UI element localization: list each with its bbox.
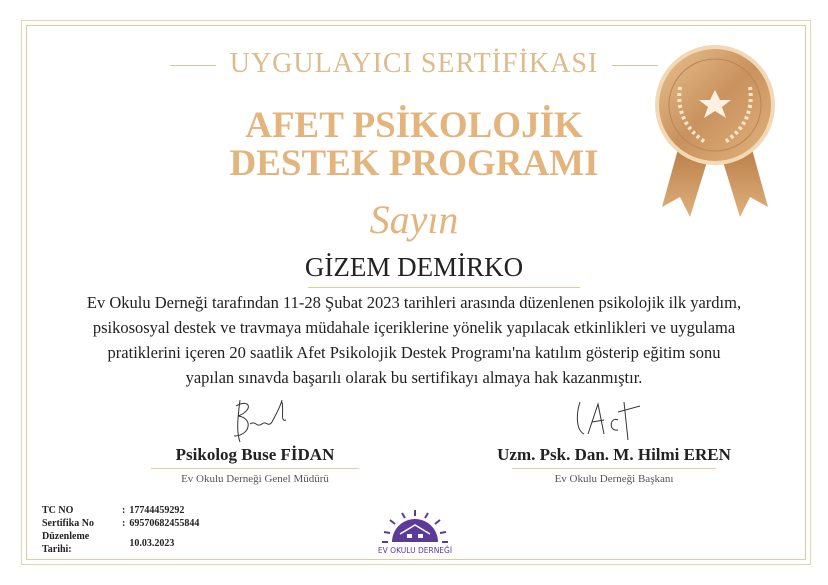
body-line: Ev Okulu Derneği tarafından 11-28 Şubat 2023 tarihleri arasında düzenlenen psikolojik ilk yardım, — [86, 293, 742, 312]
signatory-1 — [145, 445, 365, 485]
body-line: psikososyal destek ve travmaya müdahale içeriklerine yönelik yapılacak etkinlikleri ve uygulama — [92, 318, 736, 337]
name-underline — [308, 287, 580, 288]
subtitle-text: UYGULAYICI SERTİFİKASI — [229, 48, 599, 79]
signatory-2 — [494, 445, 734, 485]
certificate-info — [42, 504, 203, 556]
signatory-role: Ev Okulu Derneği Genel Müdürü — [181, 473, 329, 485]
signatory-name: Uzm. Psk. Dan. M. Hilmi EREN — [497, 445, 731, 464]
info-label: Sertifika No — [42, 518, 94, 529]
info-row — [42, 530, 203, 556]
recipient-name: GİZEM DEMİRKO — [304, 252, 524, 282]
info-row — [42, 517, 203, 530]
signatory-name: Psikolog Buse FİDAN — [175, 445, 335, 464]
colon: : — [122, 505, 126, 516]
info-label: TC NO — [42, 505, 74, 516]
body-line: pratiklerini içeren 20 saatlik Afet Psikolojik Destek Programı'na katılım gösterip eğitim sonu — [107, 343, 721, 362]
divider — [170, 65, 216, 66]
body-line: yapılan sınavda başarılı olarak bu sertifikayı almaya hak kazanmıştır. — [185, 368, 643, 387]
title-line-1: AFET PSİKOLOJİK — [245, 105, 583, 146]
info-row — [42, 504, 203, 517]
colon: : — [122, 518, 126, 529]
title-line-2: DESTEK PROGRAMI — [229, 143, 599, 184]
house-sun-icon — [380, 508, 450, 544]
signature-hilmi-eren — [570, 394, 650, 444]
info-value: 69570682455844 — [129, 518, 200, 529]
logo-text: EV OKULU DERNEĞİ — [377, 546, 453, 555]
info-label: Düzenleme Tarihi: — [42, 531, 90, 555]
info-value: 17744459292 — [129, 505, 185, 516]
signature-line — [151, 468, 359, 469]
signature-line — [512, 468, 716, 469]
certificate-body — [0, 290, 828, 390]
ev-okulu-logo — [360, 508, 470, 555]
signature-buse-fidan — [220, 396, 300, 446]
medal-ribbon-icon — [650, 42, 780, 222]
salutation: Sayın — [369, 197, 459, 242]
info-value: 10.03.2023 — [129, 537, 175, 549]
signatory-role: Ev Okulu Derneği Başkanı — [554, 473, 674, 485]
